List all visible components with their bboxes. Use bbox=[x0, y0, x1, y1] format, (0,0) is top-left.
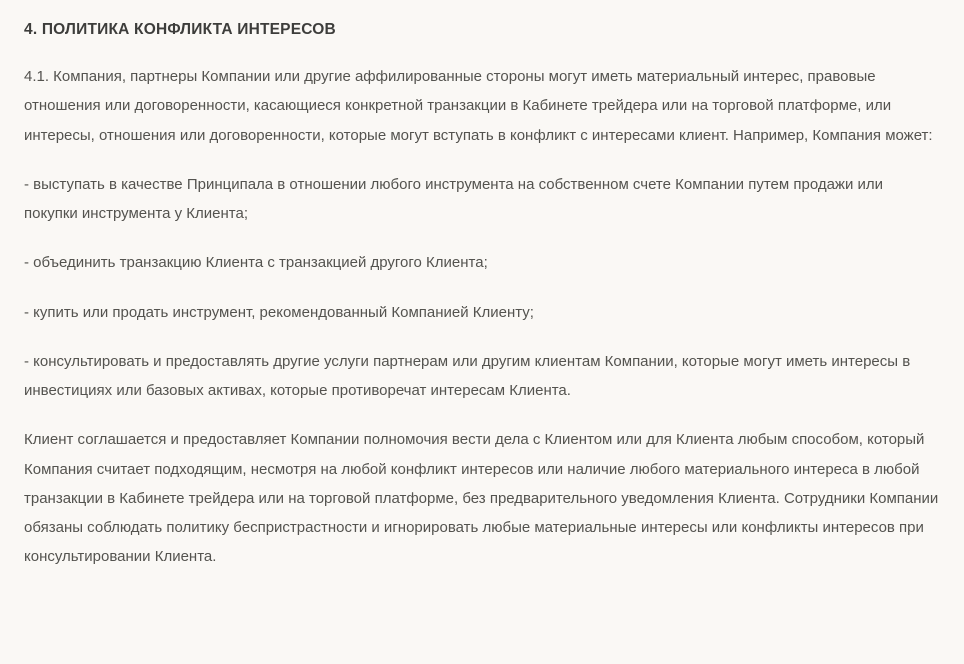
list-item: - консультировать и предоставлять другие услуги партнерам или другим клиентам Компании, которые могут иметь интересы в инвестициях или базовых активах, которые противоречат интересам Клиента. bbox=[24, 352, 911, 400]
list-item: - купить или продать инструмент, рекомендованный Компанией Клиенту; bbox=[24, 303, 534, 321]
paragraph-closing: Клиент соглашается и предоставляет Компании полномочия вести дела с Клиентом или для Клиента любым способом, который Компания считает подходящим, несмотря на любой конфликт интересов или наличие любого материального интереса в любой транзакции в Кабинете трейдера или на торговой платформе, без предварительного уведомления Клиента. Сотрудники Компании обязаны соблюдать политику беспристрастности и игнорировать любые материальные интересы или конфликты интересов при консультировании Клиента. bbox=[24, 431, 939, 566]
page-title: 4. ПОЛИТИКА КОНФЛИКТА ИНТЕРЕСОВ bbox=[24, 21, 336, 38]
paragraph-intro: 4.1. Компания, партнеры Компании или другие аффилированные стороны могут иметь материальный интерес, правовые отношения или договоренности, касающиеся конкретной транзакции в Кабинете трейдера или на торговой платформе, или интересы, отношения или договоренности, которые могут вступать в конфликт с интересами клиент. Например, Компания может: bbox=[24, 68, 933, 144]
list-item: - объединить транзакцию Клиента с транзакцией другого Клиента; bbox=[24, 254, 488, 272]
list-item: - выступать в качестве Принципала в отношении любого инструмента на собственном счете Компании путем продажи или покупки инструмента у Клиента; bbox=[24, 175, 884, 223]
